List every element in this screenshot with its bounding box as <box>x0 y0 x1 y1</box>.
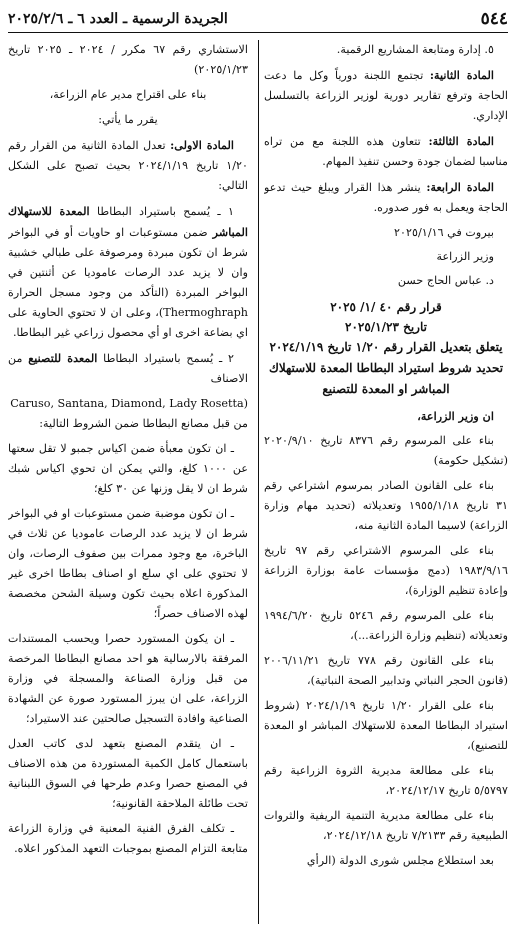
left-column <box>8 40 248 928</box>
article-title: المادة الاولى: <box>170 138 234 152</box>
legal-basis: بناء على المرسوم رقم ٥٢٤٦ تاريخ ١٩٩٤/٦/٢٠ وتعديلاته (تنظيم وزارة الزراعة...)، <box>264 609 508 642</box>
legal-basis: بعد استطلاع مجلس شورى الدولة (الرأي <box>306 854 494 867</box>
legal-basis: بناء على المرسوم الاشتراعي رقم ٩٧ تاريخ ١٩٨٣/٩/١٦ (دمج مؤسسات عامة بوزارة الزراعة وإعادة تنظيم الوزارة)، <box>264 544 508 597</box>
item-bold: المعدة للاستهلاك المباشر <box>8 204 248 239</box>
legal-basis: بناء على مطالعة مديرية التنمية الريفية والثروات الطبيعية رقم ٧/٢١٣٣ تاريخ ٢٠٢٤/١٢/١٨، <box>264 809 508 842</box>
decision-subject: يتعلق بتعديل القرار رقم ١/٢٠ تاريخ ٢٠٢٤/١/١٩ تحديد شروط استيراد البطاطا المعدة للاستهلاك المباشر او المعدة للتصنيع <box>268 340 504 396</box>
legal-basis: بناء على مطالعة مديرية الثروة الزراعية رقم ٥/٥٧٩٧ تاريخ ٢٠٢٤/١٢/١٧، <box>264 764 508 797</box>
condition: ـ ان تكون معبأة ضمن اكياس جمبو لا تقل سعتها عن ١٠٠٠ كلغ، والتي يمكن ان تحوي اكياس شبك شرط ان لا يقل وزنها عن ٣٠ كلغ؛ <box>8 442 248 495</box>
legal-basis: بناء على المرسوم رقم ٨٣٧٦ تاريخ ٢٠٢٠/٩/١٠ (تشكيل حكومة) <box>264 434 508 467</box>
signature-name: د. عباس الحاج حسن <box>397 274 494 287</box>
decision-number: قرار رقم ٤٠ /١/ ٢٠٢٥ <box>330 300 442 314</box>
article-title: المادة الثالثة: <box>428 134 494 148</box>
article-title: المادة الرابعة: <box>426 180 494 194</box>
page-header <box>8 6 508 33</box>
column-divider <box>258 40 259 924</box>
right-column <box>264 40 508 928</box>
article-text: ينشر هذا القرار ويبلغ حيث تدعو الحاجة ويعمل به فور صدوره. <box>264 181 508 214</box>
article-2 <box>264 65 508 126</box>
decision-date: تاريخ ٢٠٢٥/١/٢٣ <box>345 320 427 334</box>
varieties: (Caruso, Santana, Diamond, Lady Rosetta <box>10 397 248 410</box>
item-2-conditions-intro: من قبل مصانع البطاطا ضمن الشروط التالية: <box>39 417 248 430</box>
decides-heading: يقرر ما يأتي: <box>98 113 158 126</box>
item-prefix: ٢ ـ يُسمح باستيراد البطاطا <box>97 352 234 365</box>
item-1 <box>8 201 248 343</box>
condition: ـ تكلف الفرق الفنية المعنية في وزارة الزراعة متابعة التزام المصنع بموجبات التعهد المذكور اعلاه. <box>8 822 248 855</box>
paragraph: ٥. إدارة ومتابعة المشاريع الرقمية. <box>336 43 494 56</box>
article-3 <box>264 131 508 172</box>
condition: ـ ان يتقدم المصنع بتعهد لدى كاتب العدل باستعمال كامل الكمية المستوردة من هذه الاصناف في المصنع حصرا وعدم طرحها في السوق اللبنانية تحت طائلة الملاحقة القانونية؛ <box>8 737 248 810</box>
item-text: ضمن مستوعبات او حاويات أو في البواخر شرط ان تكون مبردة ومرصوفة على طبالي خشبية وان لا يزيد عدد الرصات عاموديا عن أثنتين في البواخر المبردة (التأكد من وجود مسجل الحرارة Thermoghraph)، وعلى ان لا تحتوي الحاوية على اي بضاعة اخرى او أي محصول زراعي غير البطاطا. <box>8 226 248 339</box>
article-4 <box>264 177 508 218</box>
legal-basis: بناء على القرار ١/٢٠ تاريخ ٢٠٢٤/١/١٩ (شروط استيراد البطاطا المعدة للاستهلاك المباشر او المعدة للتصنيع)، <box>264 699 508 752</box>
item-text: من الاصناف <box>8 352 248 385</box>
item-bold: المعدة للتصنيع <box>28 351 98 365</box>
article-text: تتعاون هذه اللجنة مع من تراه مناسبا لضمان جودة وحسن تنفيذ المهام. <box>264 135 508 168</box>
signature-place-date: بيروت في ٢٠٢٥/١/١٦ <box>394 226 494 239</box>
legal-basis: بناء على القانون الصادر بمرسوم اشتراعي رقم ٣١ تاريخ ١٩٥٥/١/١٨ وتعديلاته (تحديد مهام وزارة الزراعة) لاسيما المادة الثانية منه، <box>264 479 508 532</box>
legal-basis: بناء على القانون رقم ٧٧٨ تاريخ ٢٠٠٦/١١/٢١ (قانون الحجر النباتي وتدابير الصحة النباتية)، <box>264 654 508 687</box>
article-title: المادة الثانية: <box>429 68 494 82</box>
minister-intro: ان وزير الزراعة، <box>417 409 494 423</box>
article-text: تجتمع اللجنة دورياً وكل ما دعت الحاجة وترفع تقارير دورية لوزير الزراعة بالتسلسل الإداري. <box>264 69 508 122</box>
article-text: تعدل المادة الثانية من القرار رقم ١/٢٠ تاريخ ٢٠٢٤/١/١٩ بحيث تصبح على الشكل التالي: <box>8 139 248 192</box>
condition: ـ ان يكون المستورد حصرا ويحسب المستندات المرفقة بالارسالية هو احد مصانع البطاطا المرخصة من قبل وزارة الصناعة والمسجلة في وزارة الزراعة، على ان يبرز المستورد صورة عن الشهادة الصناعية وافادة التسجيل صالحتين عند الاستيراد؛ <box>8 632 248 725</box>
gazette-title: الجريدة الرسمية ـ العدد ٦ ـ ٢٠٢٥/٢/٦ <box>8 11 228 27</box>
paragraph: الاستشاري رقم ٦٧ مكرر / ٢٠٢٤ ـ ٢٠٢٥ تاريخ ٢٠٢٥/١/٢٣) <box>8 43 248 76</box>
item-prefix: ١ ـ يُسمح باستيراد البطاطا <box>89 205 234 218</box>
signature-title: وزير الزراعة <box>436 250 494 263</box>
page-number: ٥٤٤ <box>480 9 508 29</box>
paragraph: بناء على اقتراح مدير عام الزراعة، <box>49 88 207 101</box>
item-2 <box>8 348 248 389</box>
condition: ـ ان تكون موضبة ضمن مستوعبات او في البواخر شرط ان لا يزيد عدد الرصات عاموديا عن ثلاث في الباخرة، مع وجود ممرات بين صفوف الرصات، وان لا تحتوي على اي سلع او اصناف بطاطا اخرى غير المذكورة اعلاه بحيث تكون وسيلة الشحن مخصصة لهذه الاصناف حصراً؛ <box>8 507 248 620</box>
article-1 <box>8 135 248 196</box>
